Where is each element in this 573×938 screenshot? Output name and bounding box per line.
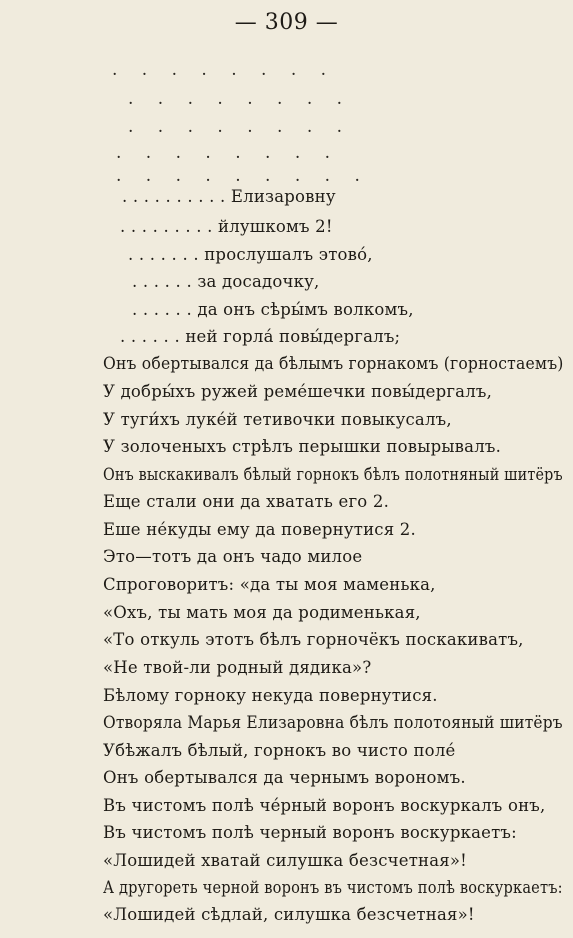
verse-line: Отворяла Марья Елизаровна бѣлъ полотояный шитёръ bbox=[103, 713, 563, 732]
verse-line: . . . . . . за досадочку, bbox=[132, 272, 320, 291]
verse-line: Въ чистомъ полѣ черный воронъ воскуркаетъ: bbox=[103, 823, 517, 842]
page-number: — 309 — bbox=[234, 10, 339, 35]
omission-dots: . . . . . . . . bbox=[116, 143, 340, 163]
verse-line: «Охъ, ты мать моя да родименькая, bbox=[103, 603, 421, 622]
verse-line: Онъ обертывался да чернымъ ворономъ. bbox=[103, 768, 466, 787]
verse-line: Спроговоритъ: «да ты моя маменька, bbox=[103, 575, 436, 594]
omission-dots: . . . . . . . . bbox=[128, 117, 352, 137]
verse-line: Убѣжалъ бѣлый, горнокъ во чисто поле́ bbox=[103, 741, 456, 760]
verse-line: У золоченыхъ стрѣлъ перышки повырывалъ. bbox=[103, 437, 502, 456]
verse-line: Въ чистомъ полѣ че́рный воронъ воскуркалъ онъ, bbox=[103, 796, 546, 815]
omission-dots: . . . . . . . . bbox=[128, 89, 352, 109]
omission-dots: . . . . . . . . . bbox=[116, 166, 370, 186]
verse-line: «Лошидей хватай силушка безсчетная»! bbox=[103, 851, 468, 870]
verse-line: У туги́хъ луке́й тетивочки повыкусалъ, bbox=[103, 410, 452, 429]
verse-line: «То откуль этотъ бѣлъ горночёкъ поскакиватъ, bbox=[103, 630, 524, 649]
verse-line: Онъ выскакивалъ бѣлый горнокъ бѣлъ полотняный шитёръ bbox=[103, 465, 563, 484]
verse-line: . . . . . . . . . йлушкомъ 2! bbox=[120, 217, 333, 236]
verse-line: Бѣлому горноку некуда повернутися. bbox=[103, 686, 438, 705]
verse-line: . . . . . . . . . . Елизаровну bbox=[122, 187, 336, 206]
verse-line: . . . . . . ней горла́ повы́дергалъ; bbox=[120, 327, 401, 346]
verse-line: . . . . . . да онъ сѣры́мъ волкомъ, bbox=[132, 300, 414, 319]
verse-line: Еще стали они да хватать его 2. bbox=[103, 492, 390, 511]
verse-line: «Лошидей сѣдлай, силушка безсчетная»! bbox=[103, 905, 475, 924]
verse-line: . . . . . . . прослушалъ этово́, bbox=[128, 245, 373, 264]
verse-line: «Не твой-ли родный дядика»? bbox=[103, 658, 372, 677]
verse-line: Еше не́куды ему да повернутися 2. bbox=[103, 520, 416, 539]
verse-line: Это—тотъ да онъ чадо милое bbox=[103, 547, 363, 566]
verse-line: У добры́хъ ружей реме́шечки повы́дергалъ, bbox=[103, 382, 493, 401]
verse-line: А другореть черной воронъ въ чистомъ полѣ воскуркаетъ: bbox=[103, 878, 563, 897]
omission-dots: . . . . . . . . bbox=[112, 60, 336, 80]
verse-line: Онъ обертывался да бѣлымъ горнакомъ (горностаемъ) bbox=[103, 354, 564, 373]
